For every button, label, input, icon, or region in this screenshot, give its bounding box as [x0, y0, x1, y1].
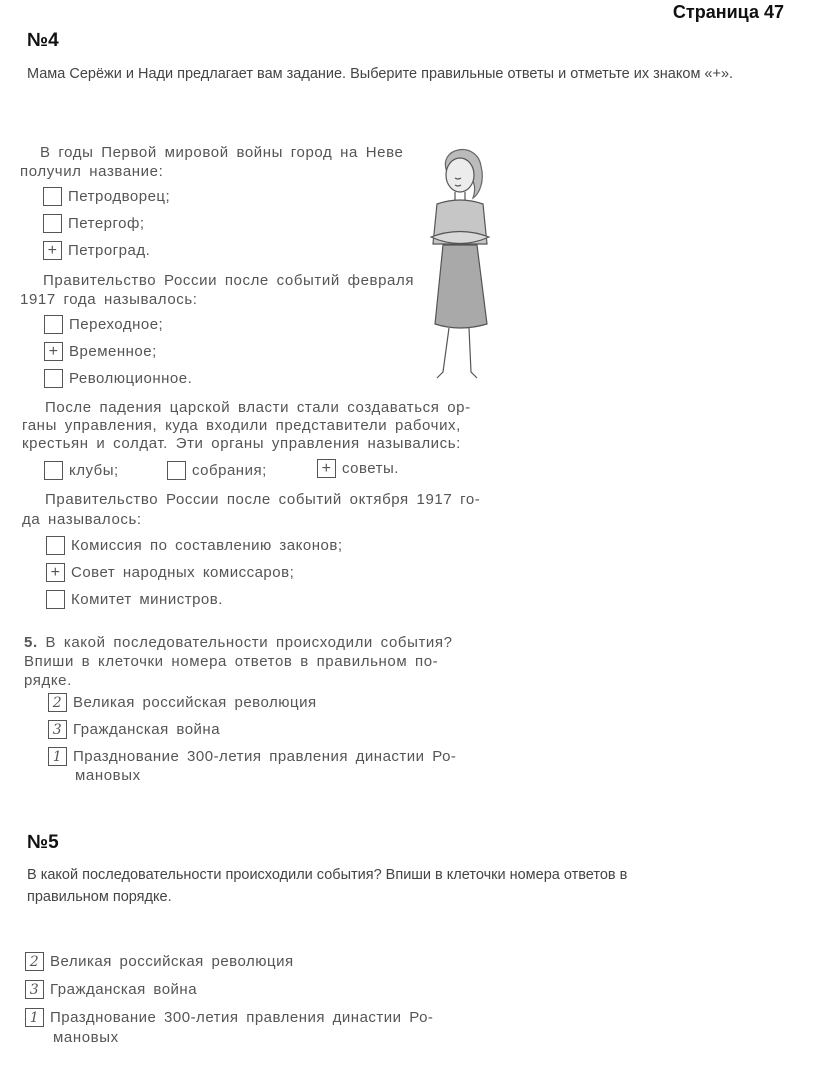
q3-line2: ганы управления, куда входили представители рабочих, — [22, 417, 461, 434]
q2-option-1[interactable] — [44, 315, 163, 334]
option-label: Петроград. — [68, 242, 151, 259]
q2-option-3[interactable] — [44, 369, 192, 388]
checkbox[interactable] — [44, 461, 63, 480]
q5-line3: рядке. — [24, 672, 72, 689]
task-5-title: №5 — [27, 832, 59, 853]
q5-line1-text: В какой последовательности происходили события? — [45, 634, 453, 651]
q3-option-3[interactable] — [317, 459, 399, 478]
t5-item-3[interactable] — [25, 1008, 433, 1027]
q1-option-2[interactable] — [43, 214, 145, 233]
page-number: Страница 47 — [672, 2, 784, 22]
q1-line2: получил название: — [20, 163, 164, 180]
q5-line1 — [24, 634, 453, 651]
q4-line2: да называлось: — [22, 511, 142, 528]
number-box[interactable]: 1 — [48, 747, 67, 766]
checkbox[interactable] — [46, 536, 65, 555]
q4-option-3[interactable] — [46, 590, 223, 609]
checkbox[interactable] — [167, 461, 186, 480]
t5-item-2[interactable] — [25, 980, 197, 999]
q1-line1: В годы Первой мировой войны город на Неве — [40, 144, 404, 161]
option-label: Комитет министров. — [71, 591, 223, 608]
number-box[interactable]: 1 — [25, 1008, 44, 1027]
number-box[interactable]: 2 — [25, 952, 44, 971]
checkbox[interactable] — [43, 187, 62, 206]
q4-line1: Правительство России после событий октября 1917 го- — [45, 491, 481, 508]
woman-illustration — [415, 142, 505, 387]
task-5-line1: В какой последовательности происходили события? Впиши в клеточки номера ответов в — [27, 867, 628, 883]
item-label: Великая российская революция — [73, 694, 317, 711]
number-box[interactable]: 3 — [48, 720, 67, 739]
q1-option-1[interactable] — [43, 187, 170, 206]
q2-line1: Правительство России после событий февраля — [43, 272, 415, 289]
q4-option-1[interactable] — [46, 536, 342, 555]
option-label: Петергоф; — [68, 215, 145, 232]
task-4-title: №4 — [27, 30, 59, 51]
checkbox[interactable]: + — [317, 459, 336, 478]
item-label: Великая российская революция — [50, 953, 294, 970]
item-label: Гражданская война — [73, 721, 221, 738]
option-label: Совет народных комиссаров; — [71, 564, 295, 581]
q2-line2: 1917 года называлось: — [20, 291, 198, 308]
option-label: Революционное. — [69, 370, 193, 387]
checkbox[interactable] — [44, 369, 63, 388]
checkbox[interactable] — [46, 590, 65, 609]
q5-line2: Впиши в клеточки номера ответов в правильном по- — [24, 653, 439, 670]
q5-item-3[interactable] — [48, 747, 456, 766]
option-label: Переходное; — [69, 316, 164, 333]
item-label: Празднование 300-летия правления династии Ро- — [50, 1009, 434, 1026]
q5-item-1[interactable] — [48, 693, 317, 712]
checkbox[interactable] — [43, 214, 62, 233]
q3-option-2[interactable] — [167, 461, 267, 480]
number-box[interactable]: 2 — [48, 693, 67, 712]
t5-item-3-cont: мановых — [53, 1029, 119, 1046]
item-label: Гражданская война — [50, 981, 198, 998]
checkbox[interactable] — [44, 315, 63, 334]
number-box[interactable]: 3 — [25, 980, 44, 999]
task-4-intro: Мама Серёжи и Нади предлагает вам задание. Выберите правильные ответы и отметьте их знаком «+». — [27, 66, 734, 82]
option-label: Временное; — [69, 343, 157, 360]
checkbox[interactable]: + — [46, 563, 65, 582]
t5-item-1[interactable] — [25, 952, 294, 971]
option-label: клубы; — [69, 462, 119, 479]
checkbox[interactable]: + — [43, 241, 62, 260]
option-label: Комиссия по составлению законов; — [71, 537, 343, 554]
q1-option-3[interactable] — [43, 241, 150, 260]
option-label: собрания; — [192, 462, 267, 479]
task-5-line2: правильном порядке. — [27, 889, 172, 905]
item-label: Празднование 300-летия правления династии Ро- — [73, 748, 457, 765]
checkbox[interactable]: + — [44, 342, 63, 361]
option-label: советы. — [342, 460, 399, 477]
q2-option-2[interactable] — [44, 342, 157, 361]
option-label: Петродворец; — [68, 188, 171, 205]
q3-option-1[interactable] — [44, 461, 119, 480]
q3-line1: После падения царской власти стали создаваться ор- — [45, 399, 471, 416]
q5-item-2[interactable] — [48, 720, 220, 739]
q4-option-2[interactable] — [46, 563, 294, 582]
q5-number: 5. — [24, 634, 38, 651]
q3-line3: крестьян и солдат. Эти органы управления назывались: — [22, 435, 461, 452]
q5-item-3-cont: мановых — [75, 767, 141, 784]
